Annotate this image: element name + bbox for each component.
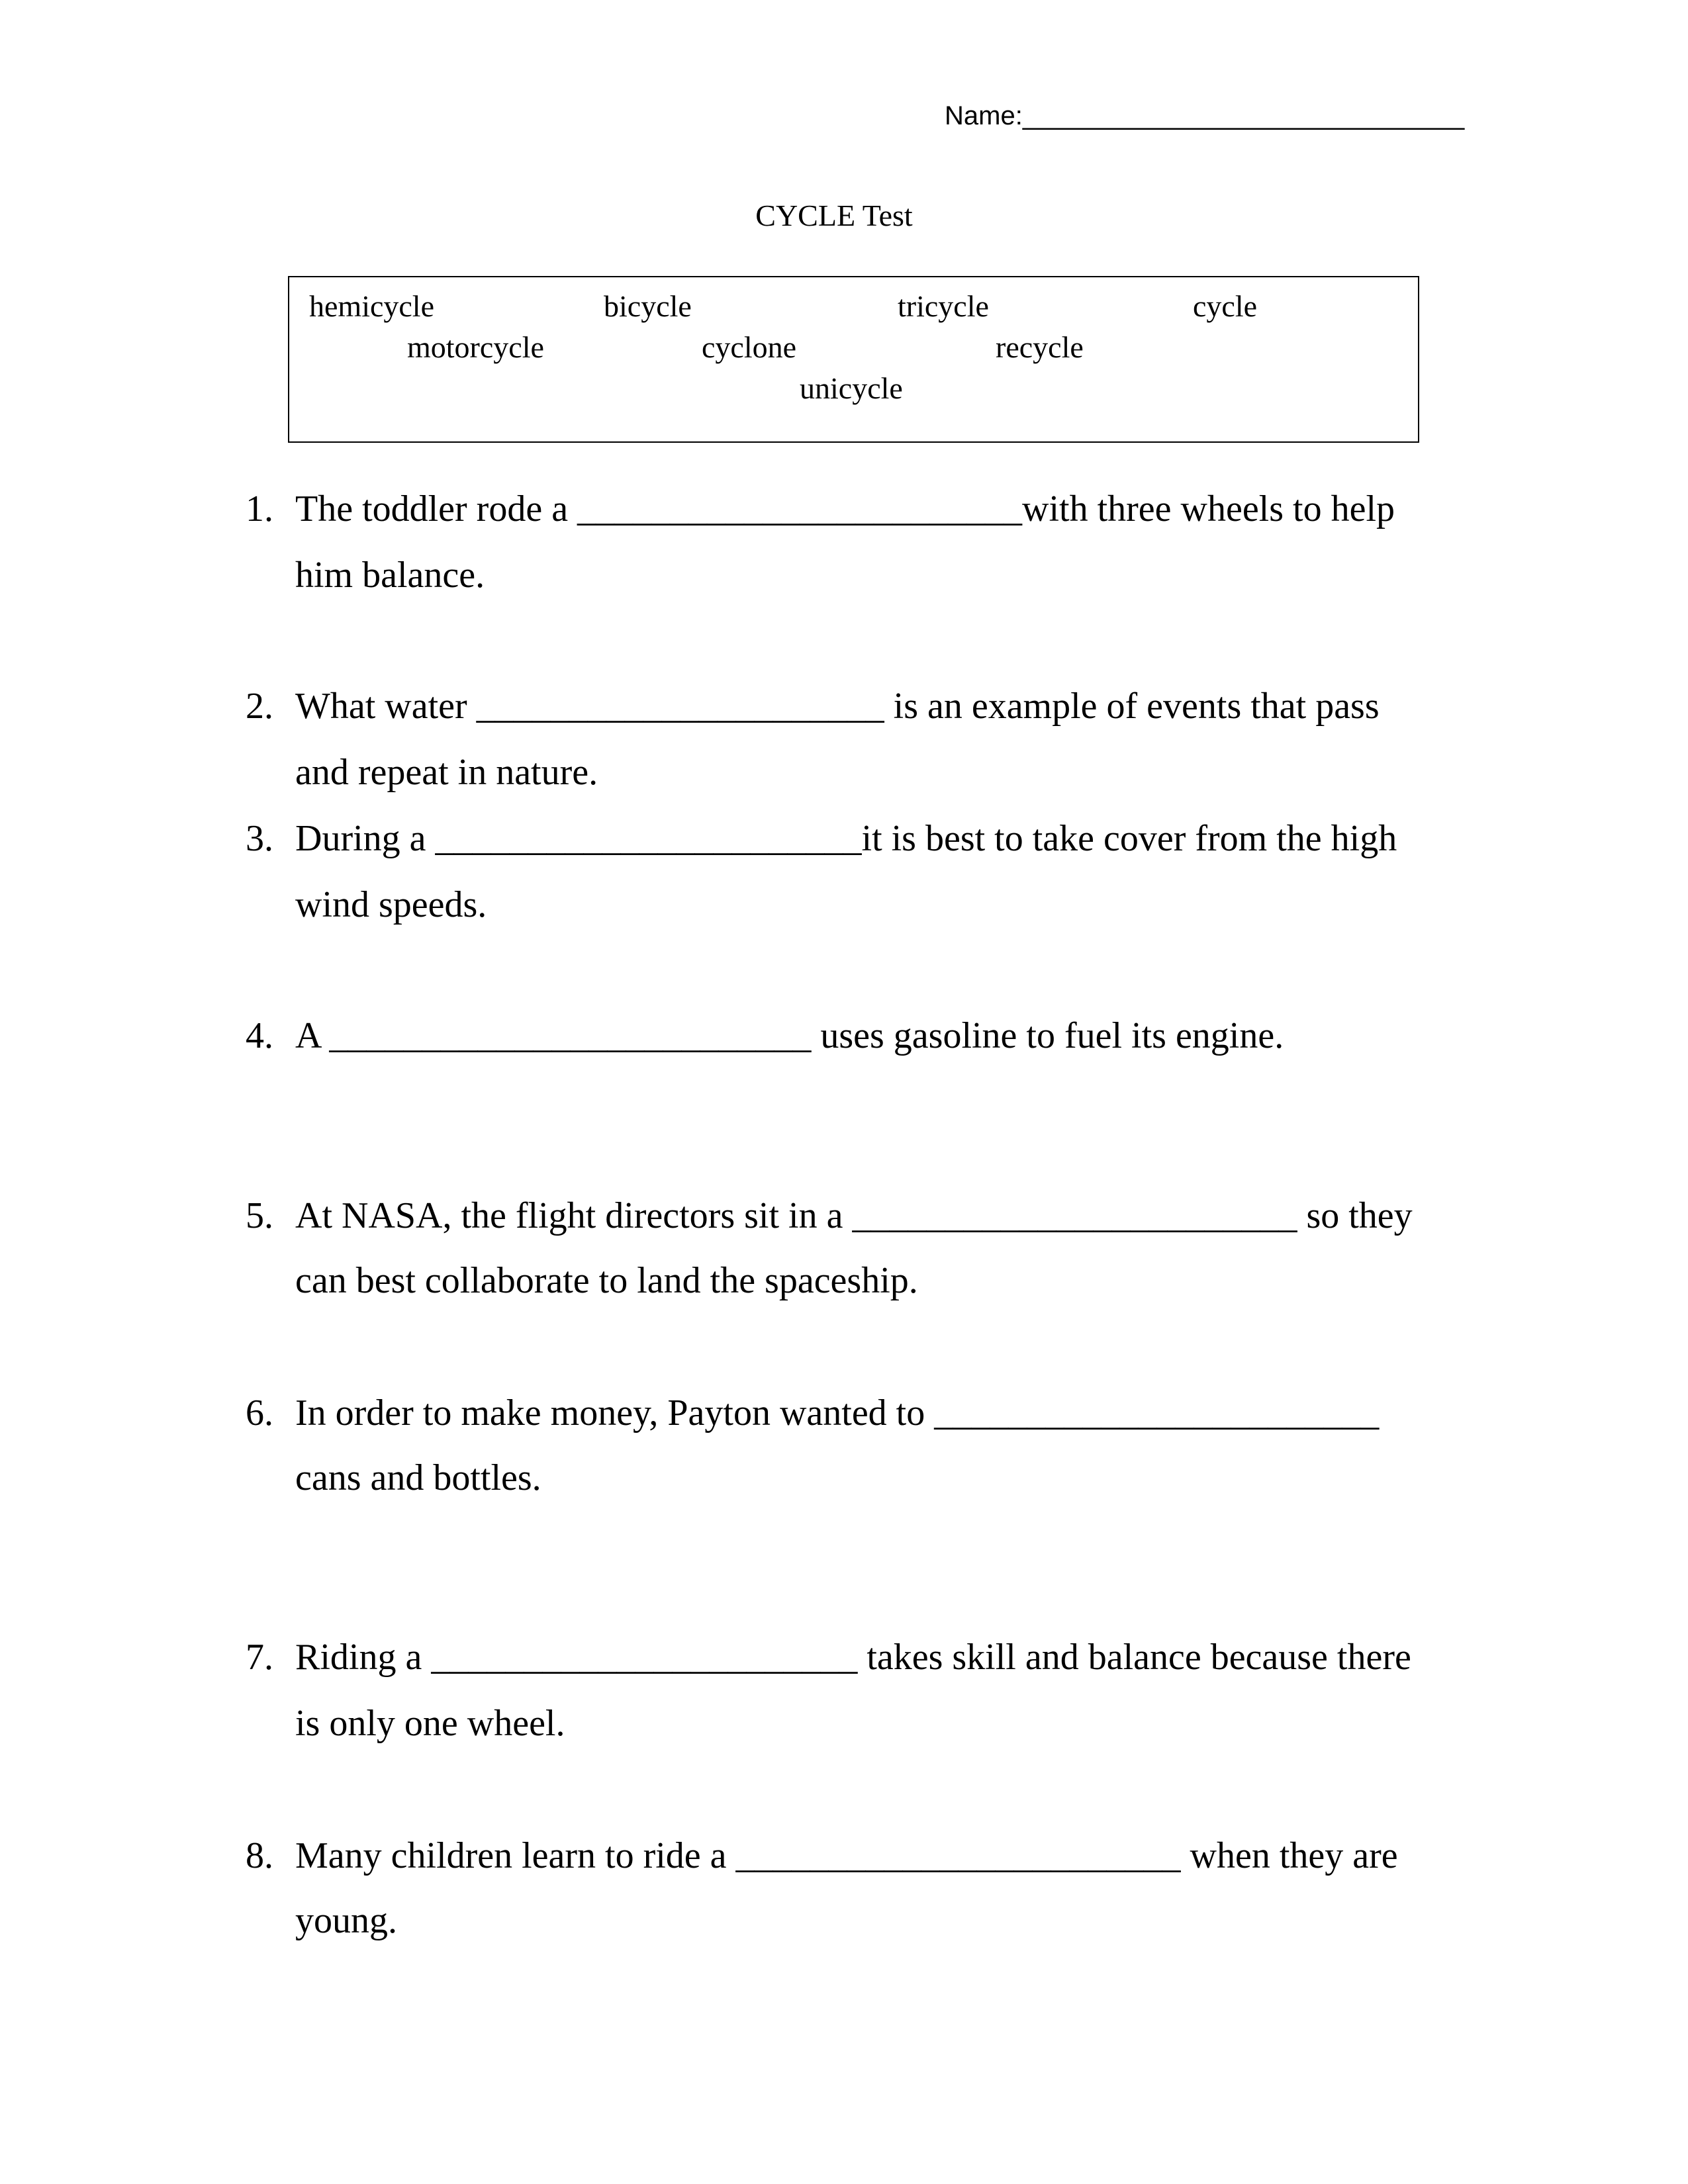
word-bank-item: unicycle bbox=[800, 371, 903, 405]
question-text: young. bbox=[295, 1900, 397, 1941]
word-bank-item: bicycle bbox=[604, 289, 692, 323]
question-text: is only one wheel. bbox=[295, 1703, 565, 1744]
word-bank-item: cycle bbox=[1193, 289, 1258, 323]
question-number: 2. bbox=[246, 686, 273, 727]
question-text: and repeat in nature. bbox=[295, 752, 598, 793]
question-text: can best collaborate to land the spaceship. bbox=[295, 1260, 918, 1301]
question-number: 7. bbox=[246, 1637, 273, 1678]
question-text[interactable]: Riding a _______________________ takes skill and balance because there bbox=[295, 1637, 1411, 1678]
word-bank-item: motorcycle bbox=[407, 330, 544, 364]
question-number: 3. bbox=[246, 818, 273, 859]
question-text: cans and bottles. bbox=[295, 1457, 541, 1498]
name-field-label[interactable]: Name:______________________________ bbox=[945, 101, 1465, 130]
page-title: CYCLE Test bbox=[755, 199, 913, 232]
question-number: 6. bbox=[246, 1392, 273, 1433]
question-text[interactable]: During a _______________________it is best to take cover from the high bbox=[295, 818, 1397, 859]
question-text[interactable]: At NASA, the flight directors sit in a ________________________ so they bbox=[295, 1195, 1413, 1236]
question-text: wind speeds. bbox=[295, 884, 487, 925]
question-text[interactable]: Many children learn to ride a ________________________ when they are bbox=[295, 1835, 1398, 1876]
question-number: 4. bbox=[246, 1015, 273, 1056]
question-text[interactable]: A __________________________ uses gasoline to fuel its engine. bbox=[295, 1015, 1284, 1056]
question-text[interactable]: What water ______________________ is an example of events that pass bbox=[295, 686, 1380, 727]
question-text: him balance. bbox=[295, 555, 485, 596]
question-number: 5. bbox=[246, 1195, 273, 1236]
word-bank-item: cyclone bbox=[702, 330, 797, 364]
question-number: 1. bbox=[246, 488, 273, 529]
word-bank-item: recycle bbox=[996, 330, 1084, 364]
word-bank-item: tricycle bbox=[898, 289, 989, 323]
question-text[interactable]: In order to make money, Payton wanted to ________________________ bbox=[295, 1392, 1380, 1433]
word-bank-item: hemicycle bbox=[309, 289, 435, 323]
question-number: 8. bbox=[246, 1835, 273, 1876]
question-text[interactable]: The toddler rode a ________________________with three wheels to help bbox=[295, 488, 1395, 529]
